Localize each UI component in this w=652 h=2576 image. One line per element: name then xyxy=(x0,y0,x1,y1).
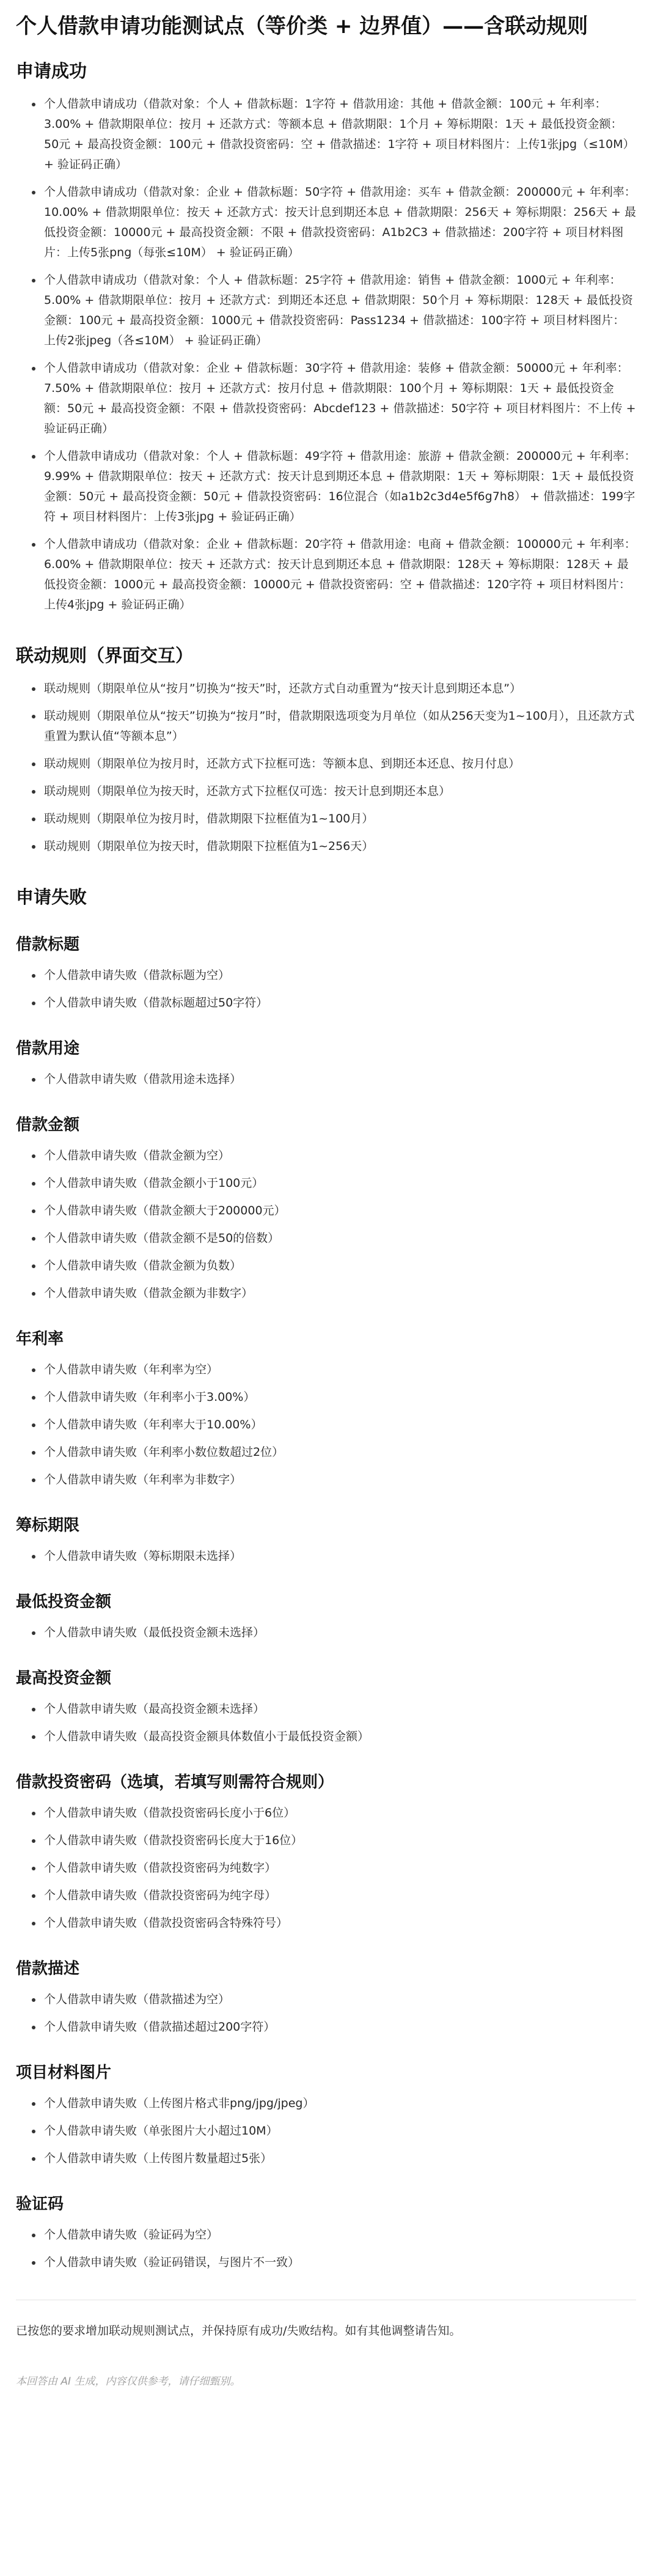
list-item: 个人借款申请失败（借款描述超过200字符） xyxy=(32,2017,636,2037)
group-heading: 借款标题 xyxy=(16,936,80,954)
list-item: 个人借款申请失败（验证码为空） xyxy=(32,2225,636,2245)
bullet-list xyxy=(16,1699,636,1747)
failure-heading: 申请失败 xyxy=(16,887,87,907)
list-item: 联动规则（期限单位为按月时，还款方式下拉框可选：等额本息、到期还本还息、按月付息） xyxy=(32,754,636,774)
list-item: 个人借款申请失败（年利率小于3.00%） xyxy=(32,1387,636,1408)
list-item: 个人借款申请成功（借款对象：企业 + 借款标题：20字符 + 借款用途：电商 + 借款金额：100000元 + 年利率：6.00% + 借款期限单位：按天 + 还款方式：按天计息到期还本息 + 借款期限：128天 + 筹标期限：128天 + 最低投资金额：1000元 + 最高投资金额：10000元 + 借款投资密码：空 + 借款描述：120字符 + 项目材料图片：上传4张jpg + 验证码正确） xyxy=(32,534,636,615)
list-item: 个人借款申请失败（最高投资金额未选择） xyxy=(32,1699,636,1719)
bullet-list xyxy=(16,1803,636,1933)
list-item: 个人借款申请失败（借款用途未选择） xyxy=(32,1069,636,1090)
group-heading: 借款投资密码（选填，若填写则需符合规则） xyxy=(16,1773,334,1792)
list-item: 联动规则（期限单位为按月时，借款期限下拉框值为1~100月） xyxy=(32,809,636,829)
list-item: 个人借款申请失败（借款投资密码为纯数字） xyxy=(32,1858,636,1878)
bullet-list xyxy=(16,679,636,857)
group-heading: 筹标期限 xyxy=(16,1516,80,1535)
bullet-list xyxy=(16,2094,636,2169)
list-item: 个人借款申请失败（上传图片格式非png/jpg/jpeg） xyxy=(32,2094,636,2114)
bullet-list xyxy=(16,1546,636,1567)
group-heading: 借款描述 xyxy=(16,1960,80,1978)
list-item: 联动规则（期限单位从“按月”切换为“按天”时，还款方式自动重置为“按天计息到期还本息”） xyxy=(32,679,636,699)
list-item: 个人借款申请失败（验证码错误，与图片不一致） xyxy=(32,2253,636,2273)
list-item: 个人借款申请失败（借款投资密码长度小于6位） xyxy=(32,1803,636,1823)
list-item: 个人借款申请失败（年利率小数位数超过2位） xyxy=(32,1442,636,1463)
bullet-list xyxy=(16,1069,636,1090)
list-item: 个人借款申请失败（单张图片大小超过10M） xyxy=(32,2121,636,2141)
closing-note: 已按您的要求增加联动规则测试点，并保持原有成功/失败结构。如有其他调整请告知。 xyxy=(16,2324,461,2338)
list-item: 个人借款申请失败（上传图片数量超过5张） xyxy=(32,2149,636,2169)
list-item: 联动规则（期限单位从“按天”切换为“按月”时，借款期限选项变为月单位（如从256天变为1~100月），且还款方式重置为默认值“等额本息”） xyxy=(32,706,636,747)
bullet-list xyxy=(16,2225,636,2273)
group-heading: 借款用途 xyxy=(16,1039,80,1058)
list-item: 个人借款申请失败（最高投资金额具体数值小于最低投资金额） xyxy=(32,1727,636,1747)
list-item: 联动规则（期限单位为按天时，借款期限下拉框值为1~256天） xyxy=(32,836,636,857)
bullet-list xyxy=(16,94,636,615)
list-item: 个人借款申请失败（借款投资密码含特殊符号） xyxy=(32,1913,636,1933)
list-item: 个人借款申请失败（年利率为非数字） xyxy=(32,1470,636,1490)
bullet-list xyxy=(16,1146,636,1304)
bullet-list xyxy=(16,1990,636,2037)
list-item: 个人借款申请失败（借款投资密码长度大于16位） xyxy=(32,1831,636,1851)
section-heading: 联动规则（界面交互） xyxy=(16,645,194,666)
group-heading: 年利率 xyxy=(16,1330,64,1348)
section-heading: 申请成功 xyxy=(16,61,87,81)
list-item: 个人借款申请失败（年利率大于10.00%） xyxy=(32,1415,636,1435)
list-item: 个人借款申请成功（借款对象：个人 + 借款标题：49字符 + 借款用途：旅游 + 借款金额：200000元 + 年利率：9.99% + 借款期限单位：按天 + 还款方式：按天计息到期还本息 + 借款期限：1天 + 筹标期限：1天 + 最低投资金额：50元 + 最高投资金额：50元 + 借款投资密码：16位混合（如a1b2c3d4e5f6g7h8） + 借款描述：199字符 + 项目材料图片：上传3张jpg + 验证码正确） xyxy=(32,446,636,527)
list-item: 联动规则（期限单位为按天时，还款方式下拉框仅可选：按天计息到期还本息） xyxy=(32,781,636,802)
list-item: 个人借款申请失败（借款金额大于200000元） xyxy=(32,1201,636,1221)
bullet-list xyxy=(16,1360,636,1490)
ai-disclaimer: 本回答由 AI 生成，内容仅供参考，请仔细甄别。 xyxy=(16,2375,241,2388)
list-item: 个人借款申请失败（借款金额不是50的倍数） xyxy=(32,1228,636,1249)
success-and-rules-sections xyxy=(16,59,636,857)
list-item: 个人借款申请失败（最低投资金额未选择） xyxy=(32,1623,636,1643)
page-title: 个人借款申请功能测试点（等价类 + 边界值）——含联动规则 xyxy=(16,14,588,39)
list-item: 个人借款申请成功（借款对象：企业 + 借款标题：50字符 + 借款用途：买车 + 借款金额：200000元 + 年利率：10.00% + 借款期限单位：按天 + 还款方式：按天计息到期还本息 + 借款期限：256天 + 筹标期限：256天 + 最低投资金额：10000元 + 最高投资金额：不限 + 借款投资密码：A1b2C3 + 借款描述：200字符 + 项目材料图片：上传5张png（每张≤10M） + 验证码正确） xyxy=(32,182,636,263)
list-item: 个人借款申请失败（借款金额为非数字） xyxy=(32,1283,636,1304)
list-item: 个人借款申请失败（筹标期限未选择） xyxy=(32,1546,636,1567)
list-item: 个人借款申请成功（借款对象：个人 + 借款标题：1字符 + 借款用途：其他 + 借款金额：100元 + 年利率：3.00% + 借款期限单位：按月 + 还款方式：等额本息 + 借款期限：1个月 + 筹标期限：1天 + 最低投资金额：50元 + 最高投资金额：100元 + 借款投资密码：空 + 借款描述：1字符 + 项目材料图片：上传1张jpg（≤10M） + 验证码正确） xyxy=(32,94,636,175)
bullet-list xyxy=(16,1623,636,1643)
group-heading: 借款金额 xyxy=(16,1116,80,1134)
bullet-list xyxy=(16,965,636,1013)
list-item: 个人借款申请失败（借款标题超过50字符） xyxy=(32,993,636,1013)
list-item: 个人借款申请成功（借款对象：企业 + 借款标题：30字符 + 借款用途：装修 + 借款金额：50000元 + 年利率：7.50% + 借款期限单位：按月 + 还款方式：按月付息 + 借款期限：100个月 + 筹标期限：1天 + 最低投资金额：50元 + 最高投资金额：不限 + 借款投资密码：Abcdef123 + 借款描述：50字符 + 项目材料图片：不上传 + 验证码正确） xyxy=(32,358,636,439)
group-heading: 验证码 xyxy=(16,2195,64,2213)
failure-groups xyxy=(16,934,636,2273)
list-item: 个人借款申请失败（借款投资密码为纯字母） xyxy=(32,1886,636,1906)
list-item: 个人借款申请失败（借款标题为空） xyxy=(32,965,636,986)
group-heading: 最高投资金额 xyxy=(16,1669,112,1688)
list-item: 个人借款申请失败（借款金额为空） xyxy=(32,1146,636,1166)
group-heading: 最低投资金额 xyxy=(16,1593,112,1611)
group-heading: 项目材料图片 xyxy=(16,2064,112,2082)
list-item: 个人借款申请失败（借款金额为负数） xyxy=(32,1256,636,1276)
list-item: 个人借款申请失败（借款描述为空） xyxy=(32,1990,636,2010)
list-item: 个人借款申请失败（年利率为空） xyxy=(32,1360,636,1380)
list-item: 个人借款申请成功（借款对象：个人 + 借款标题：25字符 + 借款用途：销售 + 借款金额：1000元 + 年利率：5.00% + 借款期限单位：按月 + 还款方式：到期还本还息 + 借款期限：50个月 + 筹标期限：128天 + 最低投资金额：100元 + 最高投资金额：1000元 + 借款投资密码：Pass1234 + 借款描述：100字符 + 项目材料图片：上传2张jpeg（各≤10M） + 验证码正确） xyxy=(32,270,636,351)
list-item: 个人借款申请失败（借款金额小于100元） xyxy=(32,1173,636,1194)
